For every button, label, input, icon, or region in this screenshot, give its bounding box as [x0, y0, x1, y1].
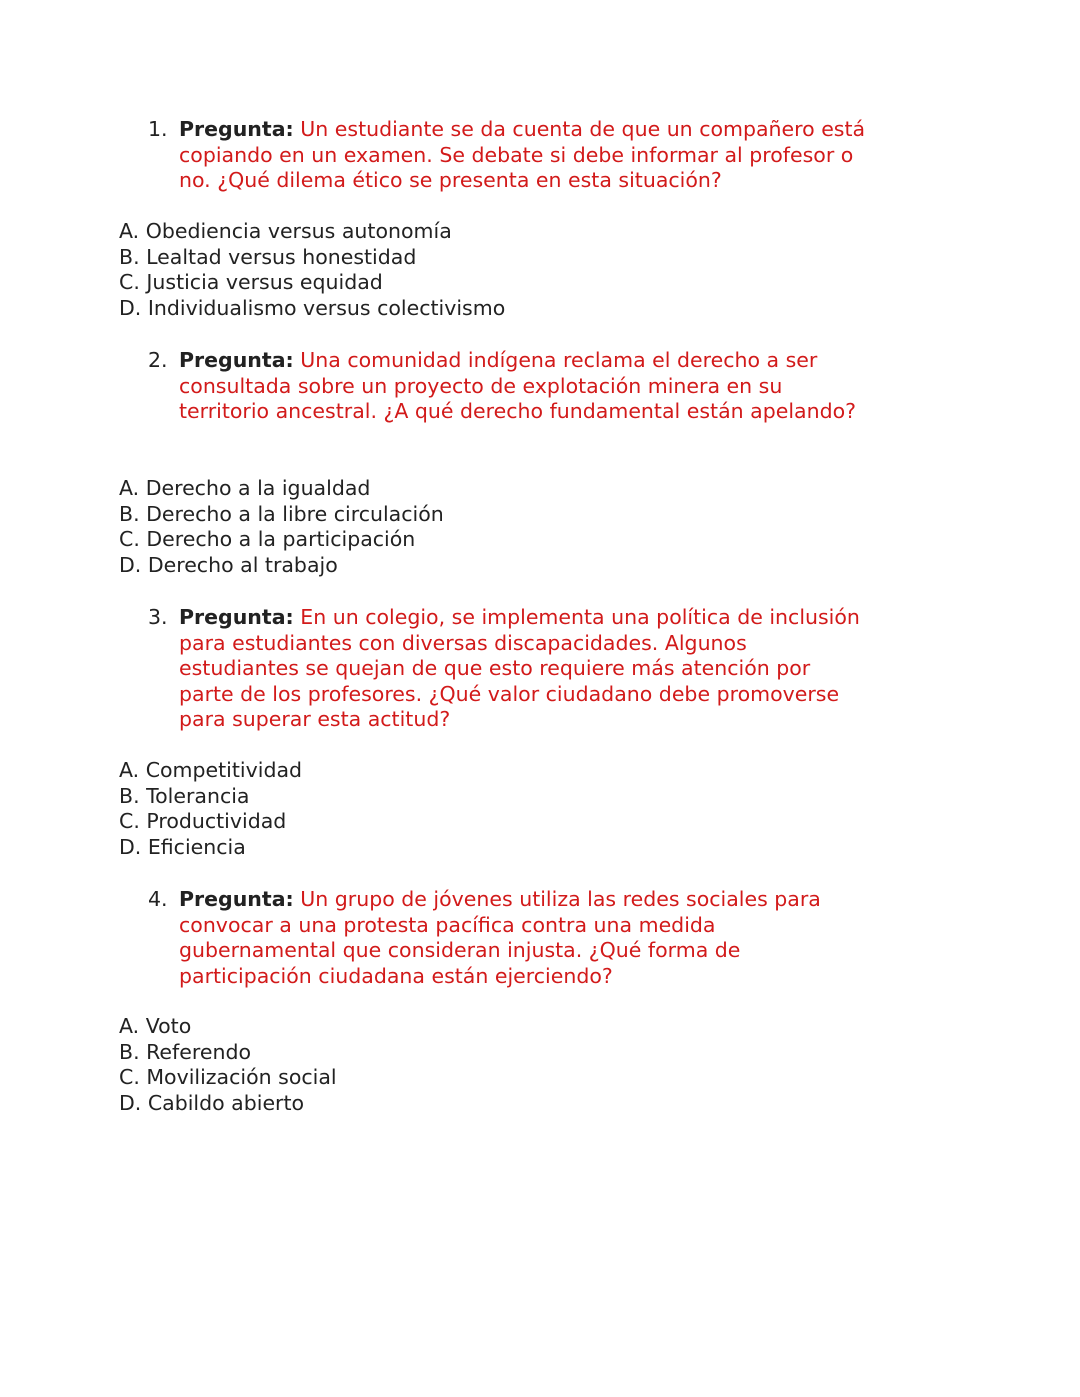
option-a: A. Derecho a la igualdad: [119, 476, 371, 500]
question-1: [148, 117, 868, 194]
option-c: C. Movilización social: [119, 1065, 337, 1090]
question-text: Un estudiante se da cuenta de que un compañero está copiando en un examen. Se debate si debe informar al profesor o no. ¿Qué dilema ético se presenta en esta situación?: [179, 117, 866, 193]
options-list-3: [119, 758, 819, 860]
question-label: Pregunta:: [179, 117, 294, 141]
question-text: Una comunidad indígena reclama el derecho a ser consultada sobre un proyecto de explotación minera en su territorio ancestral. ¿A qué derecho fundamental están apelando?: [179, 348, 857, 424]
question-text: Un grupo de jóvenes utiliza las redes sociales para convocar a una protesta pacífica contra una medida gubernamental que consideran injusta. ¿Qué forma de participación ciudadana están ejerciendo?: [179, 887, 821, 988]
question-body: [179, 117, 868, 194]
question-3: [148, 605, 868, 733]
option-c: C. Justicia versus equidad: [119, 270, 383, 295]
option-b: B. Referendo: [119, 1039, 251, 1064]
question-label: Pregunta:: [179, 887, 294, 911]
question-text: En un colegio, se implementa una política de inclusión para estudiantes con diversas discapacidades. Algunos estudiantes se quejan de que esto requiere más atención por parte de los profesores. ¿Qué valor ciudadano debe promoverse para superar esta actitud?: [179, 605, 860, 732]
option-d: D. Individualismo versus colectivismo: [119, 295, 506, 320]
question-label: Pregunta:: [179, 605, 294, 629]
option-c: C. Derecho a la participación: [119, 527, 416, 552]
option-b: B. Tolerancia: [119, 783, 250, 808]
question-body: [179, 605, 868, 733]
option-a: A. Obediencia versus autonomía: [119, 219, 452, 243]
options-list-1: [119, 219, 819, 321]
question-body: [179, 348, 868, 425]
options-list-2: [119, 476, 819, 578]
option-d: D. Cabildo abierto: [119, 1090, 305, 1115]
question-4: [148, 887, 868, 989]
question-number: 1.: [148, 117, 168, 141]
question-number: 3.: [148, 605, 168, 629]
option-a: A. Voto: [119, 1014, 192, 1038]
question-label: Pregunta:: [179, 348, 294, 372]
option-d: D. Eficiencia: [119, 834, 246, 859]
question-number: 2.: [148, 348, 168, 372]
option-b: B. Derecho a la libre circulación: [119, 501, 444, 526]
question-number: 4.: [148, 887, 168, 911]
option-d: D. Derecho al trabajo: [119, 552, 338, 577]
option-b: B. Lealtad versus honestidad: [119, 244, 417, 269]
options-list-4: [119, 1014, 819, 1116]
option-a: A. Competitividad: [119, 758, 303, 782]
option-c: C. Productividad: [119, 809, 287, 834]
question-body: [179, 887, 868, 989]
question-2: [148, 348, 868, 425]
